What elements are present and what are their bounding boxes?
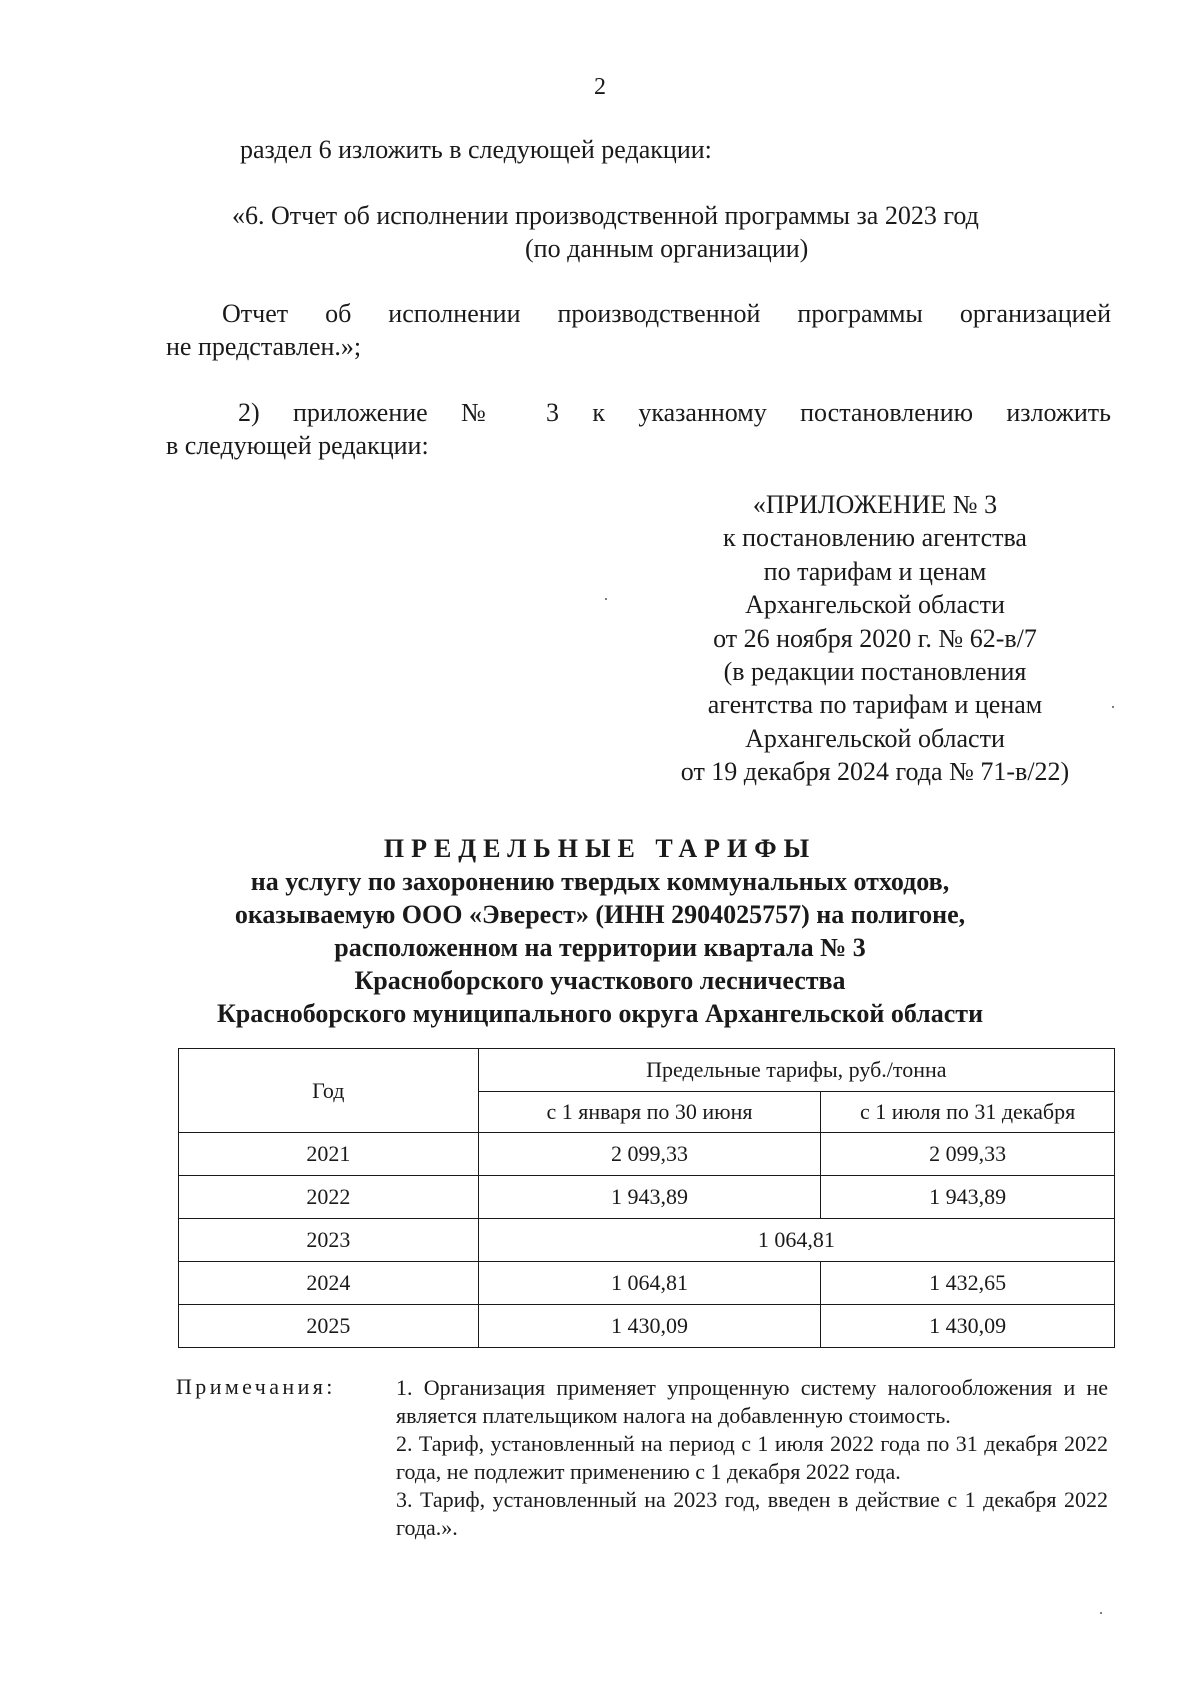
- section6-body-line2: не представлен.»;: [166, 332, 362, 361]
- appendix-line: Архангельской области: [745, 723, 1005, 753]
- scan-speck: [1100, 1612, 1102, 1614]
- cell-period-1: 2 099,33: [478, 1133, 821, 1176]
- section6-intro: раздел 6 изложить в следующей редакции:: [240, 135, 712, 164]
- table-row: [179, 1262, 1115, 1305]
- notes-label: Примечания:: [176, 1374, 336, 1399]
- cell-period-2: 1 432,65: [821, 1262, 1115, 1305]
- title-main: ПРЕДЕЛЬНЫЕ ТАРИФЫ: [383, 834, 817, 863]
- note-item: 3. Тариф, установленный на 2023 год, введен в действие с 1 декабря 2022 года.».: [396, 1487, 1108, 1540]
- appendix-line: от 26 ноября 2020 г. № 62-в/7: [713, 623, 1037, 653]
- title-line: расположенном на территории квартала № 3: [334, 933, 866, 962]
- title-line: на услугу по захоронению твердых коммунальных отходов,: [250, 867, 950, 896]
- tariffs-table: [178, 1048, 1115, 1348]
- appendix-header: [640, 488, 1110, 789]
- cell-period-2: 1 943,89: [821, 1176, 1115, 1219]
- section6-heading-line2: (по данным организации): [525, 234, 809, 263]
- title-line: Красноборского муниципального округа Архангельской области: [216, 999, 984, 1028]
- cell-year: 2023: [179, 1219, 479, 1262]
- header-period-1: с 1 января по 30 июня: [478, 1092, 821, 1133]
- cell-merged-tariff: 1 064,81: [478, 1219, 1114, 1262]
- appendix-line: от 19 декабря 2024 года № 71-в/22): [680, 757, 1070, 787]
- appendix-line: по тарифам и ценам: [763, 556, 987, 586]
- section6-heading-line1: «6. Отчет об исполнении производственной программы за 2023 год: [232, 201, 979, 230]
- header-year: Год: [179, 1049, 479, 1133]
- table-row: [179, 1133, 1115, 1176]
- appendix-line: (в редакции постановления: [723, 657, 1027, 687]
- appendix-line: агентства по тарифам и ценам: [707, 690, 1043, 720]
- note-item: 2. Тариф, установленный на период с 1 июля 2022 года по 31 декабря 2022 года, не подлежит применению с 1 декабря 2022 года.: [396, 1431, 1108, 1484]
- cell-period-1: 1 064,81: [478, 1262, 821, 1305]
- cell-period-2: 2 099,33: [821, 1133, 1115, 1176]
- appendix-line: к постановлению агентства: [723, 523, 1027, 553]
- title-line: Красноборского участкового лесничества: [354, 966, 846, 995]
- note-item: 1. Организация применяет упрощенную систему налогообложения и не является плательщиком налога на добавленную стоимость.: [396, 1375, 1108, 1428]
- item2-line2: в следующей редакции:: [166, 431, 429, 460]
- document-title: [150, 832, 1050, 1030]
- scan-speck: [1112, 706, 1114, 708]
- notes-list: [396, 1374, 1108, 1542]
- title-line: оказываемую ООО «Эверест» (ИНН 2904025757) на полигоне,: [234, 900, 966, 929]
- cell-period-1: 1 943,89: [478, 1176, 821, 1219]
- cell-year: 2021: [179, 1133, 479, 1176]
- cell-year: 2024: [179, 1262, 479, 1305]
- cell-period-1: 1 430,09: [478, 1305, 821, 1348]
- table-row: [179, 1305, 1115, 1348]
- table-row: [179, 1219, 1115, 1262]
- scan-speck: [605, 598, 607, 600]
- header-tariff-group: Предельные тарифы, руб./тонна: [478, 1049, 1114, 1092]
- page-number: 2: [594, 74, 606, 100]
- cell-year: 2022: [179, 1176, 479, 1219]
- header-period-2: с 1 июля по 31 декабря: [821, 1092, 1115, 1133]
- table-row: [179, 1176, 1115, 1219]
- section6-body-line1: Отчет об исполнении производственной программы организацией: [222, 299, 1111, 328]
- appendix-line: Архангельской области: [745, 590, 1005, 620]
- cell-year: 2025: [179, 1305, 479, 1348]
- item2-line1: 2) приложение № 3 к указанному постановлению изложить: [238, 398, 1111, 427]
- cell-period-2: 1 430,09: [821, 1305, 1115, 1348]
- appendix-line: «ПРИЛОЖЕНИЕ № 3: [752, 490, 998, 519]
